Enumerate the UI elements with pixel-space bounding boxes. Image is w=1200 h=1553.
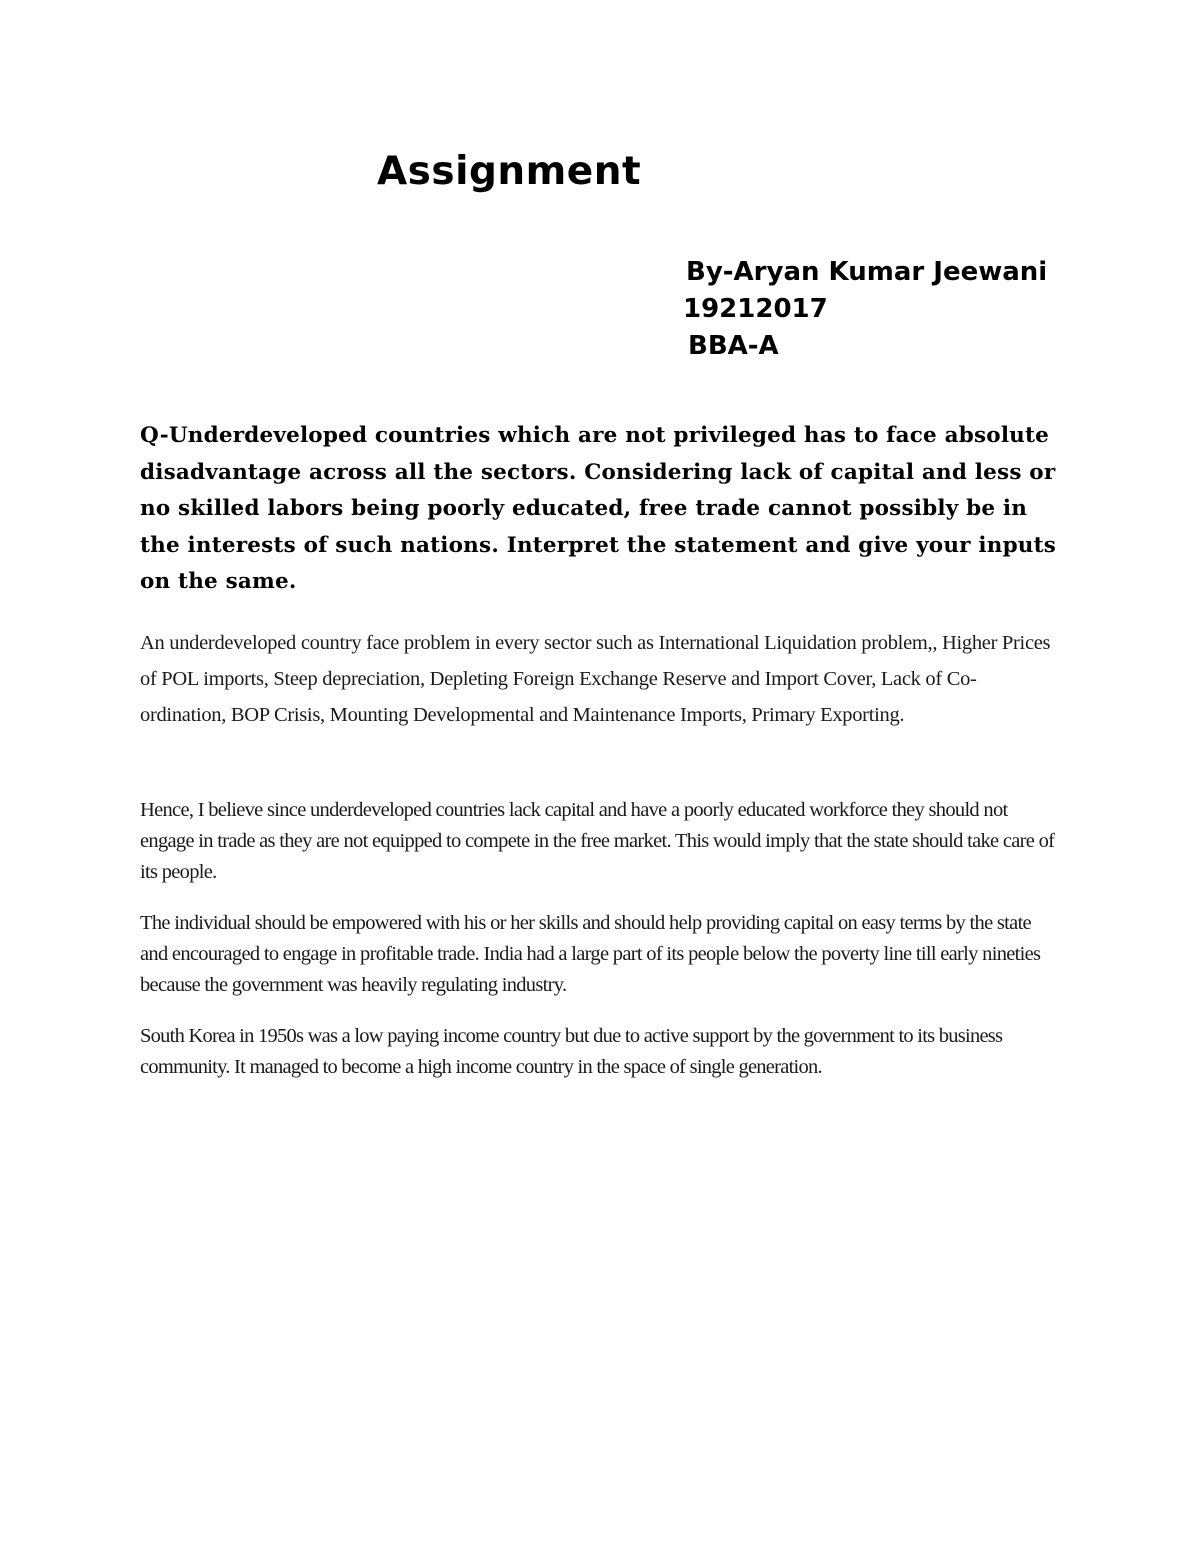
answer-paragraph-1: An underdeveloped country face problem in every sector such as International Liquidation problem,, Higher Prices of POL imports, Steep depreciation, Depleting Foreign Exchange Reserve and Import Cover, Lack of Co-ordination, BOP Crisis, Mounting Developmental and Maintenance Imports, Primary Exporting. (140, 632, 1051, 726)
class-section: BBA-A (688, 331, 779, 361)
answer-paragraph-4: South Korea in 1950s was a low paying income country but due to active support by the government to its business community. It managed to become a high income country in the space of single generation. (140, 1025, 1003, 1078)
answer-paragraph-3: The individual should be empowered with his or her skills and should help providing capital on easy terms by the state and encouraged to engage in profitable trade. India had a large part of its people below the poverty line till early nineties because the government was heavily regulating industry. (140, 912, 1041, 996)
author-block (683, 254, 1047, 365)
question-text: Q-Underdeveloped countries which are not privileged has to face absolute disadvantage across all the sectors. Considering lack of capital and less or no skilled labors being poorly educated, free trade cannot possibly be in the interests of such nations. Interpret the statement and give your inputs on the same. (140, 423, 1057, 594)
author-name: By-Aryan Kumar Jeewani (686, 257, 1048, 287)
roll-number: 19212017 (683, 294, 828, 324)
answer-paragraph-2: Hence, I believe since underdeveloped countries lack capital and have a poorly educated workforce they should not engage in trade as they are not equipped to compete in the free market. This would imply that the state should take care of its people. (140, 799, 1055, 883)
page-title: Assignment (377, 149, 642, 194)
